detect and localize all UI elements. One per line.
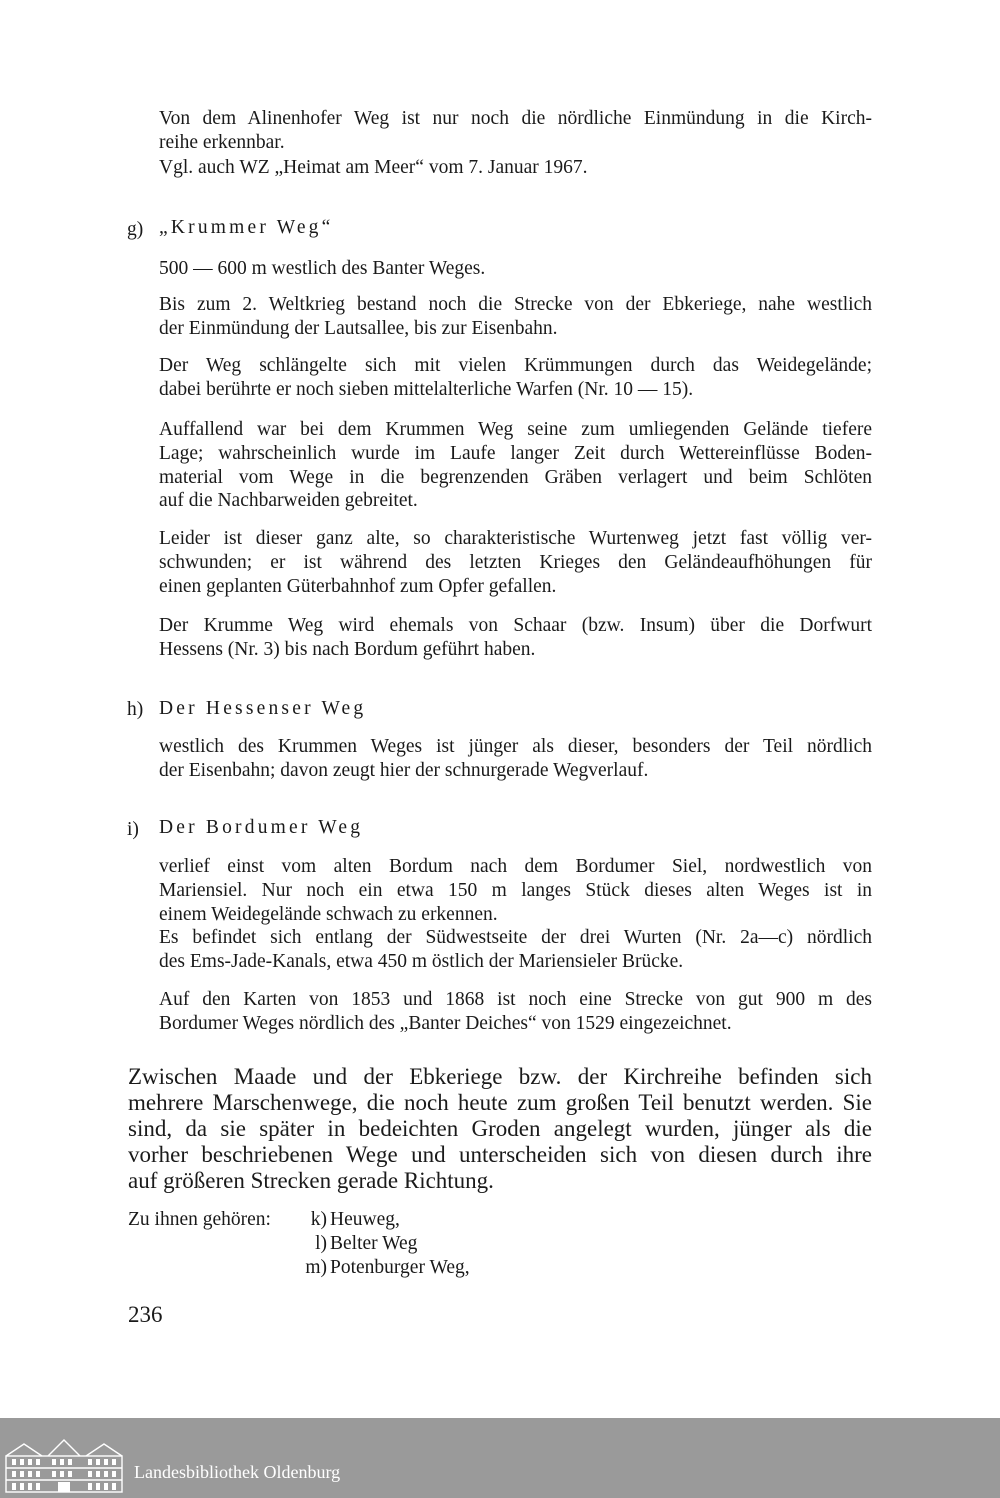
section-i-heading: Der Bordumer Weg	[159, 817, 364, 838]
section-h-p1-line: der Eisenbahn; davon zeugt hier der schnurgerade Wegverlauf.	[159, 760, 649, 781]
section-g-p2-line: Bis zum 2. Weltkrieg bestand noch die Strecke von der Ebkeriege, nahe westlich	[159, 294, 872, 315]
section-i-p1-line: einem Weidegelände schwach zu erkennen.	[159, 904, 498, 925]
list-intro: Zu ihnen gehören:	[128, 1209, 271, 1230]
section-g-paragraph-1: 500 — 600 m westlich des Banter Weges.	[159, 258, 486, 279]
section-g-p6-line: Der Krumme Weg wird ehemals von Schaar (bzw. Insum) über die Dorfwurt	[159, 615, 872, 636]
section-g-p3-line: dabei berührte er noch sieben mittelalterliche Warfen (Nr. 10 — 15).	[159, 379, 694, 400]
section-i-p1-line: Mariensiel. Nur noch ein etwa 150 m langes Stück dieses alten Weges ist in	[159, 880, 872, 901]
list-item-marker: m)	[305, 1257, 327, 1278]
summary-line: vorher beschriebenen Wege und unterscheiden sich von diesen durch ihre	[128, 1142, 872, 1167]
section-g-marker: g)	[127, 219, 144, 240]
library-footer	[0, 1418, 1000, 1498]
intro-line-3: Vgl. auch WZ „Heimat am Meer“ vom 7. Januar 1967.	[159, 157, 588, 178]
section-g-p2-line: der Einmündung der Lautsallee, bis zur Eisenbahn.	[159, 318, 558, 339]
library-name: Landesbibliothek Oldenburg	[134, 1462, 341, 1482]
list-item-text: Heuweg,	[330, 1209, 400, 1230]
list-item-text: Belter Weg	[330, 1233, 418, 1254]
list-item-marker: k)	[310, 1209, 327, 1230]
section-g-p4-line: material vom Wege in die begrenzenden Gräben verlagert und beim Schlöten	[159, 467, 872, 488]
library-building-icon	[4, 1438, 124, 1494]
list-item-marker: l)	[315, 1233, 327, 1254]
section-i-p2-line: Auf den Karten von 1853 und 1868 ist noch eine Strecke von gut 900 m des	[159, 989, 872, 1010]
section-g-p5-line: schwunden; er ist während des letzten Krieges den Geländeaufhöhungen für	[159, 552, 872, 573]
section-h-marker: h)	[127, 699, 144, 720]
section-h-p1-line: westlich des Krummen Weges ist jünger als dieser, besonders der Teil nördlich	[159, 736, 872, 757]
page-number: 236	[128, 1302, 163, 1327]
section-i-p2-line: Bordumer Weges nördlich des „Banter Deiches“ von 1529 eingezeichnet.	[159, 1013, 732, 1034]
section-g-p4-line: Auffallend war bei dem Krummen Weg seine zum umliegenden Gelände tiefere	[159, 419, 872, 440]
summary-line: sind, da sie später in bedeichten Groden angelegt wurden, jünger als die	[128, 1116, 872, 1141]
section-g-p5-line: Leider ist dieser ganz alte, so charakteristische Wurtenweg jetzt fast völlig ver-	[159, 528, 872, 549]
section-g-heading: „Krummer Weg“	[159, 217, 334, 238]
section-i-p1-line: Es befindet sich entlang der Südwestseite der drei Wurten (Nr. 2a—c) nördlich	[159, 927, 872, 948]
intro-line-2: reihe erkennbar.	[159, 132, 285, 153]
section-i-marker: i)	[127, 819, 139, 840]
section-g-p3-line: Der Weg schlängelte sich mit vielen Krümmungen durch das Weidegelände;	[159, 355, 872, 376]
section-g-p4-line: auf die Nachbarweiden gebreitet.	[159, 490, 418, 511]
list-item-text: Potenburger Weg,	[330, 1257, 470, 1278]
summary-line: auf größeren Strecken gerade Richtung.	[128, 1168, 494, 1193]
section-i-p1-line: des Ems-Jade-Kanals, etwa 450 m östlich der Mariensieler Brücke.	[159, 951, 684, 972]
section-g-p6-line: Hessens (Nr. 3) bis nach Bordum geführt haben.	[159, 639, 536, 660]
summary-line: Zwischen Maade und der Ebkeriege bzw. der Kirchreihe befinden sich	[128, 1064, 872, 1089]
intro-line-1: Von dem Alinenhofer Weg ist nur noch die nördliche Einmündung in die Kirch-	[159, 108, 872, 129]
summary-line: mehrere Marschenwege, die noch heute zum großen Teil benutzt werden. Sie	[128, 1090, 872, 1115]
section-h-heading: Der Hessenser Weg	[159, 698, 367, 719]
section-g-p5-line: einen geplanten Güterbahnhof zum Opfer gefallen.	[159, 576, 557, 597]
section-g-p4-line: Lage; wahrscheinlich wurde im Laufe langer Zeit durch Wettereinflüsse Boden-	[159, 443, 872, 464]
section-i-p1-line: verlief einst vom alten Bordum nach dem Bordumer Siel, nordwestlich von	[159, 856, 872, 877]
